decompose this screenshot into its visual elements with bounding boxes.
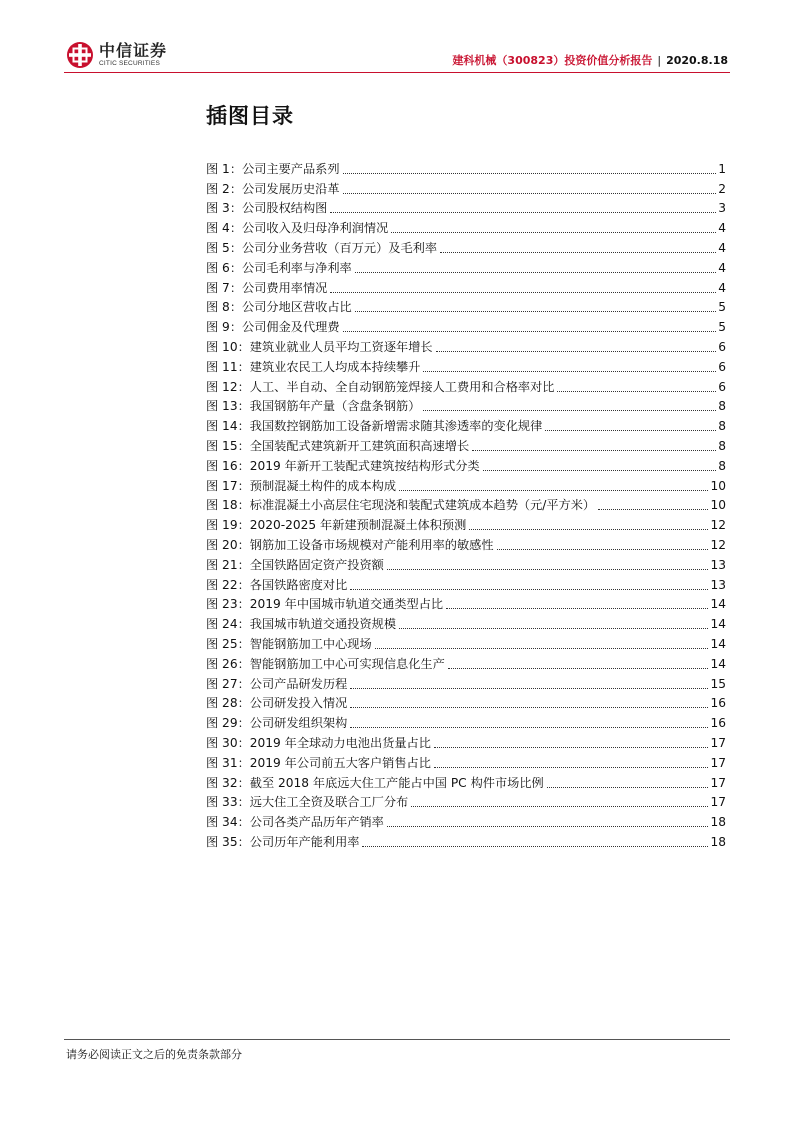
- toc-entry[interactable]: [206, 751, 726, 771]
- toc-entry[interactable]: [206, 513, 726, 533]
- header-separator: |: [657, 53, 662, 67]
- toc-dot-leader: [387, 569, 709, 570]
- toc-dot-leader: [355, 272, 717, 273]
- toc-entry-page: 14: [710, 636, 726, 651]
- toc-dot-leader: [423, 410, 716, 411]
- toc-entry[interactable]: [206, 197, 726, 217]
- toc-entry-page: 15: [710, 676, 726, 691]
- toc-entry[interactable]: [206, 276, 726, 296]
- toc-entry-page: 3: [718, 201, 726, 216]
- toc-entry[interactable]: [206, 771, 726, 791]
- toc-entry-label: 图 13：我国钢筋年产量（含盘条钢筋）: [206, 399, 421, 414]
- toc-entry-page: 8: [718, 399, 726, 414]
- report-date: 2020.8.18: [666, 53, 728, 67]
- toc-entry-label: 图 5：公司分业务营收（百万元）及毛利率: [206, 240, 438, 255]
- toc-entry-page: 4: [718, 280, 726, 295]
- toc-entry-page: 17: [710, 755, 726, 770]
- toc-entry-page: 13: [710, 577, 726, 592]
- toc-entry-label: 图 32：截至 2018 年底远大住工产能占中国 PC 构件市场比例: [206, 775, 544, 790]
- toc-entry-label: 图 20：钢筋加工设备市场规模对产能利用率的敏感性: [206, 537, 494, 552]
- toc-entry[interactable]: [206, 157, 726, 177]
- toc-entry[interactable]: [206, 652, 726, 672]
- logo-english-name: CITIC SECURITIES: [99, 60, 160, 67]
- toc-entry-label: 图 27：公司产品研发历程: [206, 676, 348, 691]
- toc-entry-page: 14: [710, 617, 726, 632]
- toc-entry-label: 图 3：公司股权结构图: [206, 201, 328, 216]
- toc-entry-page: 10: [710, 498, 726, 513]
- header-report-info: [452, 52, 728, 68]
- toc-dot-leader: [434, 767, 709, 768]
- toc-dot-leader: [391, 232, 716, 233]
- disclaimer-note: 请务必阅读正文之后的免责条款部分: [66, 1048, 242, 1061]
- page-title: 插图目录: [206, 104, 294, 128]
- page-header: [64, 38, 730, 72]
- toc-entry[interactable]: [206, 454, 726, 474]
- toc-entry[interactable]: [206, 414, 726, 434]
- toc-entry[interactable]: [206, 315, 726, 335]
- toc-dot-leader: [547, 787, 709, 788]
- logo-chinese-name: 中信证券: [99, 41, 168, 60]
- toc-entry-page: 12: [710, 537, 726, 552]
- toc-entry-page: 18: [710, 834, 726, 849]
- toc-dot-leader: [362, 846, 708, 847]
- toc-entry-page: 10: [710, 478, 726, 493]
- toc-entry-page: 17: [710, 775, 726, 790]
- toc-entry[interactable]: [206, 216, 726, 236]
- toc-entry-label: 图 30：2019 年全球动力电池出货量占比: [206, 735, 431, 750]
- toc-dot-leader: [350, 589, 708, 590]
- toc-entry-label: 图 29：公司研发组织架构: [206, 716, 348, 731]
- toc-entry-label: 图 22：各国铁路密度对比: [206, 577, 348, 592]
- toc-entry[interactable]: [206, 672, 726, 692]
- toc-dot-leader: [497, 549, 709, 550]
- toc-dot-leader: [330, 292, 716, 293]
- toc-entry-label: 图 10：建筑业就业人员平均工资逐年增长: [206, 339, 433, 354]
- toc-dot-leader: [440, 252, 716, 253]
- toc-entry[interactable]: [206, 256, 726, 276]
- toc-entry-label: 图 2：公司发展历史沿革: [206, 181, 340, 196]
- toc-entry-label: 图 25：智能钢筋加工中心现场: [206, 636, 372, 651]
- toc-entry-label: 图 8：公司分地区营收占比: [206, 300, 352, 315]
- toc-dot-leader: [330, 212, 716, 213]
- toc-entry-label: 图 12：人工、半自动、全自动钢筋笼焊接人工费用和合格率对比: [206, 379, 555, 394]
- toc-dot-leader: [448, 668, 709, 669]
- toc-entry-page: 8: [718, 438, 726, 453]
- toc-dot-leader: [436, 351, 717, 352]
- toc-entry-label: 图 28：公司研发投入情况: [206, 696, 348, 711]
- toc-entry-label: 图 16：2019 年新开工装配式建筑按结构形式分类: [206, 458, 480, 473]
- toc-entry-page: 6: [718, 359, 726, 374]
- toc-entry-label: 图 26：智能钢筋加工中心可实现信息化生产: [206, 656, 445, 671]
- toc-entry-page: 6: [718, 339, 726, 354]
- toc-entry[interactable]: [206, 494, 726, 514]
- toc-entry[interactable]: [206, 474, 726, 494]
- report-title: 建科机械（300823）投资价值分析报告: [452, 54, 653, 67]
- toc-entry-page: 16: [710, 696, 726, 711]
- toc-entry-page: 5: [718, 320, 726, 335]
- toc-entry-label: 图 6：公司毛利率与净利率: [206, 260, 352, 275]
- toc-entry-page: 4: [718, 240, 726, 255]
- toc-entry[interactable]: [206, 355, 726, 375]
- toc-dot-leader: [469, 529, 708, 530]
- toc-dot-leader: [423, 371, 716, 372]
- toc-entry-label: 图 7：公司费用率情况: [206, 280, 328, 295]
- toc-entry-label: 图 31：2019 年公司前五大客户销售占比: [206, 755, 431, 770]
- figure-index-list: [206, 157, 726, 850]
- toc-entry-page: 6: [718, 379, 726, 394]
- toc-dot-leader: [446, 608, 708, 609]
- toc-dot-leader: [545, 430, 716, 431]
- toc-entry-page: 13: [710, 557, 726, 572]
- toc-entry-page: 8: [718, 458, 726, 473]
- footer-divider: [64, 1039, 730, 1040]
- toc-dot-leader: [434, 747, 709, 748]
- toc-entry[interactable]: [206, 593, 726, 613]
- toc-entry-label: 图 33：远大住工全资及联合工厂分布: [206, 795, 409, 810]
- header-divider: [64, 72, 730, 73]
- company-logo: [66, 40, 167, 70]
- toc-entry-page: 14: [710, 597, 726, 612]
- toc-entry[interactable]: [206, 375, 726, 395]
- toc-entry[interactable]: [206, 553, 726, 573]
- toc-dot-leader: [343, 173, 717, 174]
- toc-entry[interactable]: [206, 830, 726, 850]
- toc-entry-page: 14: [710, 656, 726, 671]
- toc-entry[interactable]: [206, 573, 726, 593]
- toc-dot-leader: [343, 193, 717, 194]
- toc-entry-label: 图 24：我国城市轨道交通投资规模: [206, 617, 397, 632]
- toc-entry-page: 4: [718, 260, 726, 275]
- toc-dot-leader: [598, 509, 708, 510]
- toc-entry[interactable]: [206, 791, 726, 811]
- toc-dot-leader: [387, 826, 709, 827]
- toc-entry-label: 图 18：标准混凝土小高层住宅现浇和装配式建筑成本趋势（元/平方米）: [206, 498, 596, 513]
- toc-entry-label: 图 1：公司主要产品系列: [206, 161, 340, 176]
- toc-entry[interactable]: [206, 296, 726, 316]
- toc-entry-label: 图 9：公司佣金及代理费: [206, 320, 340, 335]
- toc-dot-leader: [350, 727, 708, 728]
- toc-entry[interactable]: [206, 395, 726, 415]
- toc-entry-label: 图 34：公司各类产品历年产销率: [206, 815, 384, 830]
- toc-dot-leader: [375, 648, 709, 649]
- toc-entry-label: 图 4：公司收入及归母净利润情况: [206, 221, 389, 236]
- toc-entry-page: 1: [718, 161, 726, 176]
- toc-entry-page: 8: [718, 419, 726, 434]
- toc-entry[interactable]: [206, 177, 726, 197]
- toc-dot-leader: [557, 391, 716, 392]
- toc-dot-leader: [399, 490, 708, 491]
- toc-entry-page: 17: [710, 735, 726, 750]
- toc-entry-label: 图 15：全国装配式建筑新开工建筑面积高速增长: [206, 438, 470, 453]
- toc-entry[interactable]: [206, 236, 726, 256]
- toc-entry[interactable]: [206, 731, 726, 751]
- toc-entry[interactable]: [206, 434, 726, 454]
- toc-entry[interactable]: [206, 711, 726, 731]
- toc-entry-label: 图 19：2020-2025 年新建预制混凝土体积预测: [206, 518, 467, 533]
- toc-entry-label: 图 14：我国数控钢筋加工设备新增需求随其渗透率的变化规律: [206, 419, 543, 434]
- toc-entry[interactable]: [206, 612, 726, 632]
- toc-dot-leader: [483, 470, 717, 471]
- toc-dot-leader: [343, 331, 717, 332]
- toc-dot-leader: [399, 628, 708, 629]
- toc-entry-page: 2: [718, 181, 726, 196]
- toc-entry-page: 5: [718, 300, 726, 315]
- toc-dot-leader: [355, 311, 717, 312]
- toc-dot-leader: [350, 707, 708, 708]
- toc-dot-leader: [472, 450, 716, 451]
- toc-entry[interactable]: [206, 810, 726, 830]
- toc-entry-page: 16: [710, 716, 726, 731]
- toc-entry[interactable]: [206, 533, 726, 553]
- toc-dot-leader: [350, 688, 708, 689]
- toc-entry-page: 12: [710, 518, 726, 533]
- toc-entry-label: 图 11：建筑业农民工人均成本持续攀升: [206, 359, 421, 374]
- toc-entry[interactable]: [206, 335, 726, 355]
- toc-entry-page: 4: [718, 221, 726, 236]
- toc-entry-page: 17: [710, 795, 726, 810]
- toc-entry-label: 图 35：公司历年产能利用率: [206, 834, 360, 849]
- toc-entry-page: 18: [710, 815, 726, 830]
- citic-logo-icon: [66, 41, 94, 69]
- toc-entry-label: 图 21：全国铁路固定资产投资额: [206, 557, 384, 572]
- toc-entry[interactable]: [206, 692, 726, 712]
- toc-dot-leader: [411, 806, 708, 807]
- toc-entry-label: 图 23：2019 年中国城市轨道交通类型占比: [206, 597, 444, 612]
- toc-entry-label: 图 17：预制混凝土构件的成本构成: [206, 478, 397, 493]
- toc-entry[interactable]: [206, 632, 726, 652]
